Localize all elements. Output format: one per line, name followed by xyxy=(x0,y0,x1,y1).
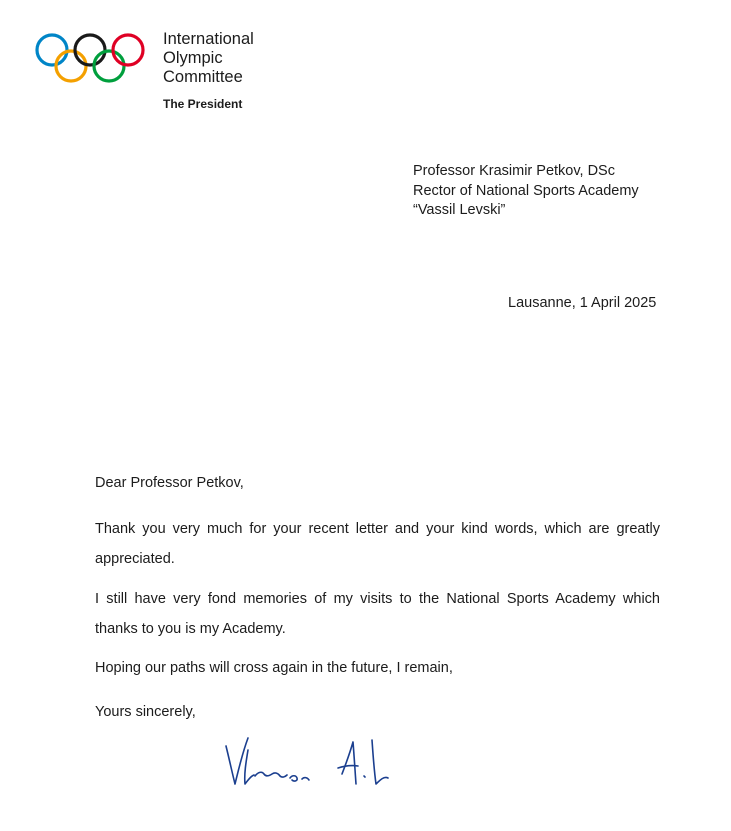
org-name-line-3: Committee xyxy=(163,68,243,86)
organization-name xyxy=(163,30,254,87)
salutation: Dear Professor Petkov, xyxy=(95,475,244,491)
olympic-rings-logo xyxy=(34,33,146,85)
paragraph-2: I still have very fond memories of my visits to the National Sports Academy which thanks to you is my Academy. xyxy=(95,591,660,637)
ring-black xyxy=(75,35,105,65)
recipient-line-2: Rector of National Sports Academy xyxy=(413,182,639,199)
office-title: The President xyxy=(163,97,243,111)
recipient-address xyxy=(413,162,639,221)
paragraph-3: Hoping our paths will cross again in the future, I remain, xyxy=(95,660,453,676)
paragraph-1: Thank you very much for your recent letter and your kind words, which are greatly appreciated. xyxy=(95,521,660,567)
ring-blue xyxy=(37,35,67,65)
ring-green xyxy=(94,51,124,81)
org-name-line-2: Olympic xyxy=(163,49,223,67)
date-line: Lausanne, 1 April 2025 xyxy=(508,295,657,311)
closing: Yours sincerely, xyxy=(95,704,196,720)
ring-red xyxy=(113,35,143,65)
recipient-line-3: “Vassil Levski” xyxy=(413,202,506,218)
ring-yellow xyxy=(56,51,86,81)
handwritten-signature xyxy=(224,732,414,794)
org-name-line-1: International xyxy=(163,30,254,48)
recipient-line-1: Professor Krasimir Petkov, DSc xyxy=(413,163,615,179)
